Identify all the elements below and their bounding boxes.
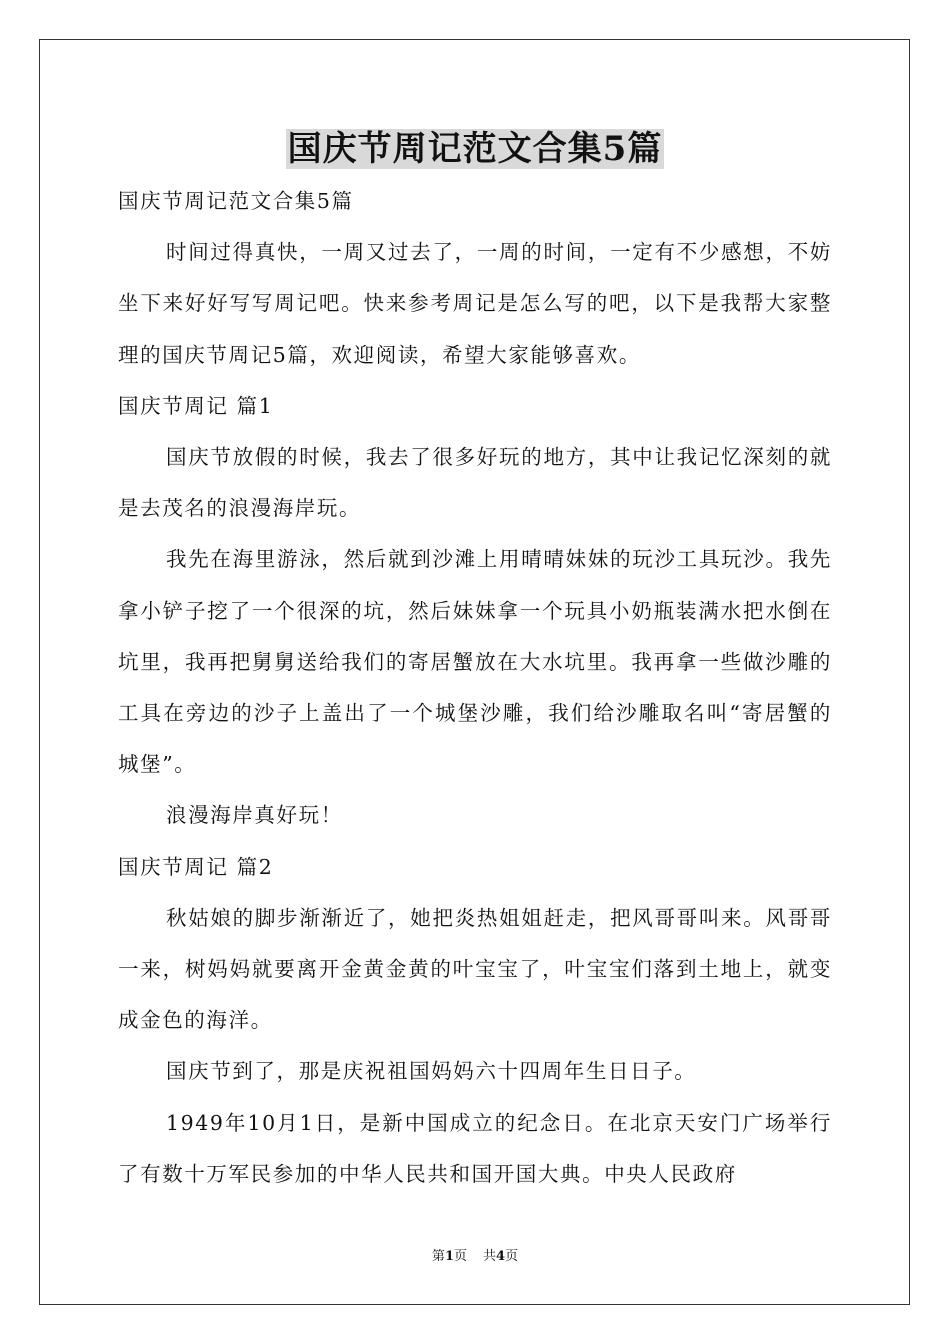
paragraph: 秋姑娘的脚步渐渐近了，她把炎热姐姐赶走，把风哥哥叫来。风哥哥一来，树妈妈就要离开金黄金黄的叶宝宝了，叶宝宝们落到土地上，就变成金色的海洋。 bbox=[118, 905, 832, 1033]
footer-page-total: 4 bbox=[496, 1249, 506, 1264]
page-footer bbox=[0, 1248, 950, 1266]
section-heading-1: 国庆节周记 篇1 bbox=[118, 393, 274, 418]
paragraph: 国庆节放假的时候，我去了很多好玩的地方，其中让我记忆深刻的就是去茂名的浪漫海岸玩。 bbox=[118, 445, 832, 521]
paragraph: 浪漫海岸真好玩！ bbox=[166, 803, 343, 828]
paragraph: 我先在海里游泳，然后就到沙滩上用晴晴妹妹的玩沙工具玩沙。我先拿小铲子挖了一个很深的坑，然后妹妹拿一个玩具小奶瓶装满水把水倒在坑里，我再把舅舅送给我们的寄居蟹放在大水坑里。我再拿一些做沙雕的工具在旁边的沙子上盖出了一个城堡沙雕，我们给沙雕取名叫“寄居蟹的城堡”。 bbox=[118, 547, 832, 777]
document-title-text: 国庆节周记范文合集5篇 bbox=[287, 129, 663, 169]
footer-total-suffix: 页 bbox=[505, 1249, 519, 1264]
document-body bbox=[118, 176, 832, 1200]
footer-page-number: 1 bbox=[444, 1249, 454, 1264]
footer-page-prefix: 第 bbox=[431, 1249, 445, 1264]
footer-total-prefix: 共 bbox=[483, 1249, 497, 1264]
paragraph: 国庆节到了，那是庆祝祖国妈妈六十四周年生日日子。 bbox=[166, 1059, 697, 1084]
paragraph-intro: 时间过得真快，一周又过去了，一周的时间，一定有不少感想，不妨坐下来好好写写周记吧。快来参考周记是怎么写的吧，以下是我帮大家整理的国庆节周记5篇，欢迎阅读，希望大家能够喜欢。 bbox=[118, 240, 832, 367]
section-heading-2: 国庆节周记 篇2 bbox=[118, 854, 274, 879]
paragraph: 1949年10月1日，是新中国成立的纪念日。在北京天安门广场举行了有数十万军民参加的中华人民共和国开国大典。中央人民政府 bbox=[118, 1110, 832, 1186]
paragraph-subtitle: 国庆节周记范文合集5篇 bbox=[118, 189, 354, 213]
footer-page-suffix: 页 bbox=[453, 1249, 467, 1264]
document-title bbox=[0, 126, 950, 172]
